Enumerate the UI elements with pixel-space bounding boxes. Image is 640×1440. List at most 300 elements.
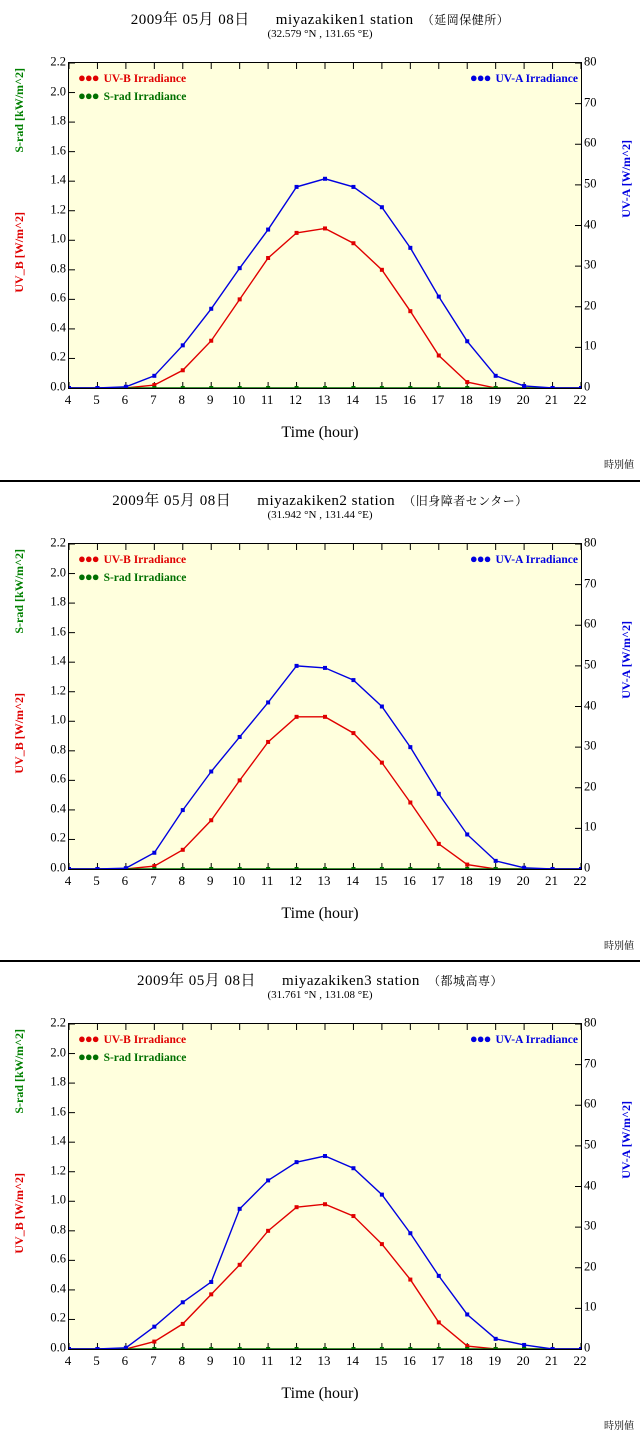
series-point [323,1202,327,1206]
series-point [152,867,156,869]
series-point [238,867,242,869]
y-tick-label-right: 30 [584,738,597,753]
series-point [124,1346,128,1349]
series-point [351,1166,355,1170]
y-tick-label-right: 10 [584,819,597,834]
legend-marker-icon: ●●● [78,551,99,566]
series-point [408,801,412,805]
x-tick-label: 19 [488,873,502,888]
station-place: （旧身障者センター） [403,494,528,508]
y-tick-label-left: 1.4 [50,653,66,668]
y-tick-labels-left [34,1017,66,1355]
series-point [209,339,213,343]
x-tick-label: 4 [64,873,72,888]
series-point [295,715,299,719]
y-tick-label-left: 1.0 [50,712,66,727]
series-point [181,1322,185,1326]
y-tick-label-left: 0.4 [50,320,66,335]
series-point [437,1347,441,1349]
series-point [351,1347,355,1349]
series-point [522,384,526,388]
x-tick-label: 10 [232,873,246,888]
panel-footer-note: 時別値 [604,1421,634,1432]
legend-label: S-rad Irradiance [103,91,187,103]
y-tick-label-right: 0 [584,1340,591,1355]
series-point [152,1347,156,1349]
series-point [522,1347,526,1349]
y-tick-label-right: 60 [584,1096,597,1111]
x-tick-label: 7 [150,873,157,888]
series-point [209,770,213,774]
x-tick-labels [64,873,587,889]
x-tick-label: 22 [573,1353,587,1368]
x-tick-label: 11 [260,1353,274,1368]
y-axis-label-uvb: UV_B [W/m^2] [12,1173,26,1254]
series-point [465,1312,469,1316]
series-point [380,386,384,388]
series-point [266,386,270,388]
panel-title [0,8,640,29]
x-tick-label: 20 [516,1353,530,1368]
series-point [465,380,469,384]
y-tick-label-left: 2.2 [50,1015,66,1030]
series-point [494,859,498,863]
series-point [408,745,412,749]
station-name: miyazakiken2 station [257,493,396,509]
x-tick-label: 20 [516,392,530,407]
legend-label: UV-B Irradiance [103,1034,187,1046]
x-tick-label: 16 [402,392,416,407]
series-point [494,374,498,378]
y-axis-label-uva: UV-A [W/m^2] [619,1101,633,1179]
series-point [351,185,355,189]
chart-panel [0,960,640,1440]
y-tick-label-left: 1.4 [50,1133,66,1148]
panel-footer-note: 時別値 [604,460,634,471]
y-tick-label-left: 0.0 [50,379,66,394]
series-point [408,1347,412,1349]
series-point [551,386,555,388]
series-point [95,867,99,869]
panel-title [0,489,640,510]
x-tick-label: 12 [289,392,303,407]
series-point [266,1178,270,1182]
series-line [69,179,581,388]
x-tick-label: 21 [545,1353,559,1368]
y-tick-label-right: 0 [584,379,591,394]
y-tick-label-left: 1.0 [50,1192,66,1207]
y-tick-label-left: 1.6 [50,1104,66,1119]
x-tick-label: 7 [150,392,157,407]
series-point [551,1347,555,1349]
series-point [494,1337,498,1341]
series-point [209,1280,213,1284]
series-point [465,1347,469,1349]
y-tick-labels-left [34,56,66,394]
x-tick-label: 6 [121,1353,129,1368]
series-point [238,1263,242,1267]
series-point [295,1160,299,1164]
series-point [380,205,384,209]
series-point [209,1292,213,1296]
legend-uva [470,551,578,567]
series-point [522,1343,526,1347]
y-tick-label-right: 60 [584,135,597,150]
series-point [351,386,355,388]
series-point [266,1347,270,1349]
station-place: （延岡保健所） [421,13,510,27]
y-tick-label-left: 0.0 [50,860,66,875]
legend-marker-icon: ●●● [469,70,491,85]
series-point [437,842,441,846]
legend-label: UV-A Irradiance [495,554,578,566]
series-point [266,1229,270,1233]
series-point [295,1347,299,1349]
x-tick-label: 18 [459,1353,473,1368]
legend-uvb [78,551,186,567]
series-point [579,386,581,388]
legend-label: UV-B Irradiance [103,73,187,85]
legend-srad [78,88,186,104]
series-point [323,715,327,719]
y-tick-label-left: 0.6 [50,771,66,786]
x-tick-label: 12 [289,873,303,888]
plot-area [68,543,582,870]
y-tick-label-left: 2.0 [50,84,66,99]
y-tick-label-left: 1.0 [50,231,66,246]
x-tick-labels [64,1353,587,1369]
series-point [380,761,384,765]
legend-marker-icon: ●●● [78,1049,99,1064]
x-tick-label: 8 [178,873,186,888]
station-coordinates: (31.761 °N , 131.08 °E) [267,989,373,1001]
y-tick-label-left: 0.2 [50,349,66,364]
x-tick-label: 13 [317,1353,331,1368]
x-tick-label: 14 [345,1353,359,1368]
y-tick-label-right: 70 [584,1056,597,1071]
x-tick-label: 21 [545,392,559,407]
x-tick-label: 6 [121,392,129,407]
series-point [295,386,299,388]
series-point [522,866,526,869]
chart-panel [0,480,640,960]
x-tick-label: 9 [206,1353,214,1368]
y-tick-label-right: 40 [584,698,597,712]
panel-divider [0,481,640,482]
y-axis-label-srad: S-rad [kW/m^2] [12,549,26,634]
plot-area [68,1023,582,1350]
station-name: miyazakiken1 station [275,12,414,28]
x-tick-label: 6 [121,873,129,888]
x-tick-label: 21 [545,873,559,888]
series-point [408,246,412,250]
series-point [181,867,185,869]
series-point [209,867,213,869]
series-point [323,1154,327,1158]
chart-svg [69,63,581,388]
series-point [266,228,270,232]
series-point [494,1347,498,1349]
series-point [408,309,412,313]
legend-uvb [78,1031,186,1047]
series-point [380,1347,384,1349]
legend-marker-icon: ●●● [78,88,99,103]
y-tick-label-right: 80 [584,54,597,69]
series-point [323,177,327,181]
y-tick-label-right: 40 [584,1178,597,1192]
x-tick-label: 17 [431,1353,445,1368]
chart-date: 2009年 05月 08日 [137,973,257,989]
y-tick-labels-right [584,1017,618,1355]
series-point [238,1207,242,1211]
x-tick-label: 22 [573,873,587,888]
y-tick-label-left: 0.8 [50,261,66,276]
y-tick-label-left: 0.2 [50,830,66,845]
x-tick-label: 13 [317,873,331,888]
x-tick-label: 18 [459,873,473,888]
series-point [95,386,99,388]
x-tick-label: 4 [64,1353,72,1368]
x-tick-label: 17 [431,392,445,407]
y-tick-label-right: 50 [584,176,597,191]
series-point [437,1320,441,1324]
y-tick-label-left: 2.0 [50,1045,66,1060]
series-point [181,848,185,852]
series-point [437,792,441,796]
series-point [323,386,327,388]
series-point [266,700,270,704]
series-point [465,832,469,836]
y-tick-label-left: 1.4 [50,172,66,187]
x-tick-label: 13 [317,392,331,407]
chart-date: 2009年 05月 08日 [130,12,250,28]
series-point [152,851,156,855]
legend-marker-icon: ●●● [469,1031,491,1046]
x-tick-label: 14 [345,392,359,407]
series-point [380,1193,384,1197]
series-point [351,867,355,869]
legend-marker-icon: ●●● [78,1031,99,1046]
legend-uva [470,70,578,86]
y-tick-label-left: 1.8 [50,1074,66,1089]
series-point [181,1347,185,1349]
x-tick-label: 12 [289,1353,303,1368]
x-tick-label: 16 [402,873,416,888]
x-tick-label: 20 [516,873,530,888]
y-tick-label-left: 1.6 [50,143,66,158]
y-tick-label-left: 1.2 [50,683,66,698]
legend-label: UV-B Irradiance [103,554,187,566]
series-point [181,808,185,812]
panel-divider [0,961,640,962]
x-tick-label: 18 [459,392,473,407]
x-tick-label: 5 [93,1353,100,1368]
y-axis-label-uvb: UV_B [W/m^2] [12,212,26,293]
x-tick-label: 19 [488,392,502,407]
series-point [551,867,555,869]
y-axis-label-uva: UV-A [W/m^2] [619,621,633,699]
legend-srad [78,569,186,585]
series-point [238,297,242,301]
series-point [323,666,327,670]
x-tick-label: 5 [93,392,100,407]
y-tick-label-left: 1.2 [50,1163,66,1178]
y-tick-label-left: 2.0 [50,565,66,580]
series-point [124,385,128,388]
plot-area [68,62,582,389]
series-point [380,268,384,272]
y-tick-labels-left [34,537,66,875]
series-point [266,256,270,260]
series-point [380,1242,384,1246]
x-tick-label: 15 [374,1353,388,1368]
series-point [181,368,185,372]
x-tick-label: 10 [232,392,246,407]
x-axis-title: Time (hour) [281,1385,359,1402]
series-point [295,1205,299,1209]
series-point [579,867,581,869]
series-point [465,386,469,388]
series-point [181,386,185,388]
x-tick-label: 22 [573,392,587,407]
x-tick-label: 9 [206,392,214,407]
series-point [494,867,498,869]
station-place: （都城高専） [427,974,503,988]
y-tick-labels-right [584,537,618,875]
legend-srad [78,1049,186,1065]
legend-uvb [78,70,186,86]
series-point [323,226,327,230]
legend-label: S-rad Irradiance [103,572,187,584]
series-point [465,339,469,343]
x-tick-labels [64,392,587,408]
y-tick-label-right: 80 [584,535,597,550]
series-point [209,1347,213,1349]
series-point [95,1347,99,1349]
series-point [181,343,185,347]
x-tick-label: 17 [431,873,445,888]
y-tick-label-right: 70 [584,95,597,110]
series-point [408,1231,412,1235]
x-axis-title: Time (hour) [281,424,359,441]
series-point [69,1347,71,1349]
series-point [209,386,213,388]
x-tick-label: 10 [232,1353,246,1368]
y-tick-label-left: 1.8 [50,113,66,128]
y-tick-label-left: 1.8 [50,594,66,609]
x-tick-label: 8 [178,392,186,407]
x-tick-label: 19 [488,1353,502,1368]
y-tick-label-right: 20 [584,1259,597,1274]
series-point [152,374,156,378]
y-axis-label-srad: S-rad [kW/m^2] [12,68,26,153]
y-tick-label-right: 10 [584,1299,597,1314]
x-tick-label: 5 [93,873,100,888]
y-tick-label-left: 2.2 [50,54,66,69]
series-point [408,1278,412,1282]
x-tick-label: 15 [374,873,388,888]
y-tick-label-right: 30 [584,257,597,272]
y-tick-label-left: 2.2 [50,535,66,550]
y-tick-label-left: 0.4 [50,801,66,816]
legend-uva [470,1031,578,1047]
x-axis-title: Time (hour) [281,905,359,922]
series-line [69,717,581,869]
series-point [408,386,412,388]
y-tick-label-left: 1.2 [50,202,66,217]
y-tick-label-right: 70 [584,576,597,591]
series-point [152,1325,156,1329]
y-tick-label-right: 50 [584,1137,597,1152]
legend-label: S-rad Irradiance [103,1052,187,1064]
series-point [295,231,299,235]
y-tick-label-left: 0.4 [50,1281,66,1296]
y-tick-label-left: 0.8 [50,1222,66,1237]
y-tick-label-left: 0.2 [50,1310,66,1325]
series-point [351,241,355,245]
y-tick-label-right: 50 [584,657,597,672]
station-coordinates: (31.942 °N , 131.44 °E) [267,509,373,521]
y-axis-label-srad: S-rad [kW/m^2] [12,1029,26,1114]
panel-footer-note: 時別値 [604,941,634,952]
chart-panel [0,0,640,480]
y-tick-label-right: 0 [584,860,591,875]
x-tick-label: 7 [150,1353,157,1368]
y-tick-label-right: 10 [584,338,597,353]
series-point [465,867,469,869]
series-point [209,818,213,822]
series-point [266,867,270,869]
series-point [295,185,299,189]
panel-title [0,969,640,990]
y-tick-label-left: 0.0 [50,1340,66,1355]
series-point [380,705,384,709]
y-tick-label-right: 30 [584,1218,597,1233]
series-point [437,1274,441,1278]
legend-label: UV-A Irradiance [495,73,578,85]
series-line [69,228,581,388]
series-point [323,1347,327,1349]
series-point [323,867,327,869]
series-point [266,740,270,744]
series-line [69,666,581,869]
chart-date: 2009年 05月 08日 [112,493,232,509]
series-point [494,386,498,388]
y-tick-label-left: 1.6 [50,624,66,639]
y-tick-label-right: 40 [584,217,597,231]
series-point [181,1300,185,1304]
x-tick-label: 11 [260,392,274,407]
series-point [238,1347,242,1349]
series-point [351,731,355,735]
series-point [69,867,71,869]
x-tick-label: 11 [260,873,274,888]
y-tick-label-right: 20 [584,779,597,794]
x-tick-label: 14 [345,873,359,888]
series-point [295,664,299,668]
series-point [351,678,355,682]
series-point [209,307,213,311]
series-point [437,867,441,869]
series-point [152,1340,156,1344]
x-tick-label: 16 [402,1353,416,1368]
y-tick-label-left: 0.6 [50,1251,66,1266]
chart-svg [69,544,581,869]
x-tick-label: 15 [374,392,388,407]
series-line [69,1156,581,1349]
y-tick-labels-right [584,56,618,394]
series-point [380,867,384,869]
